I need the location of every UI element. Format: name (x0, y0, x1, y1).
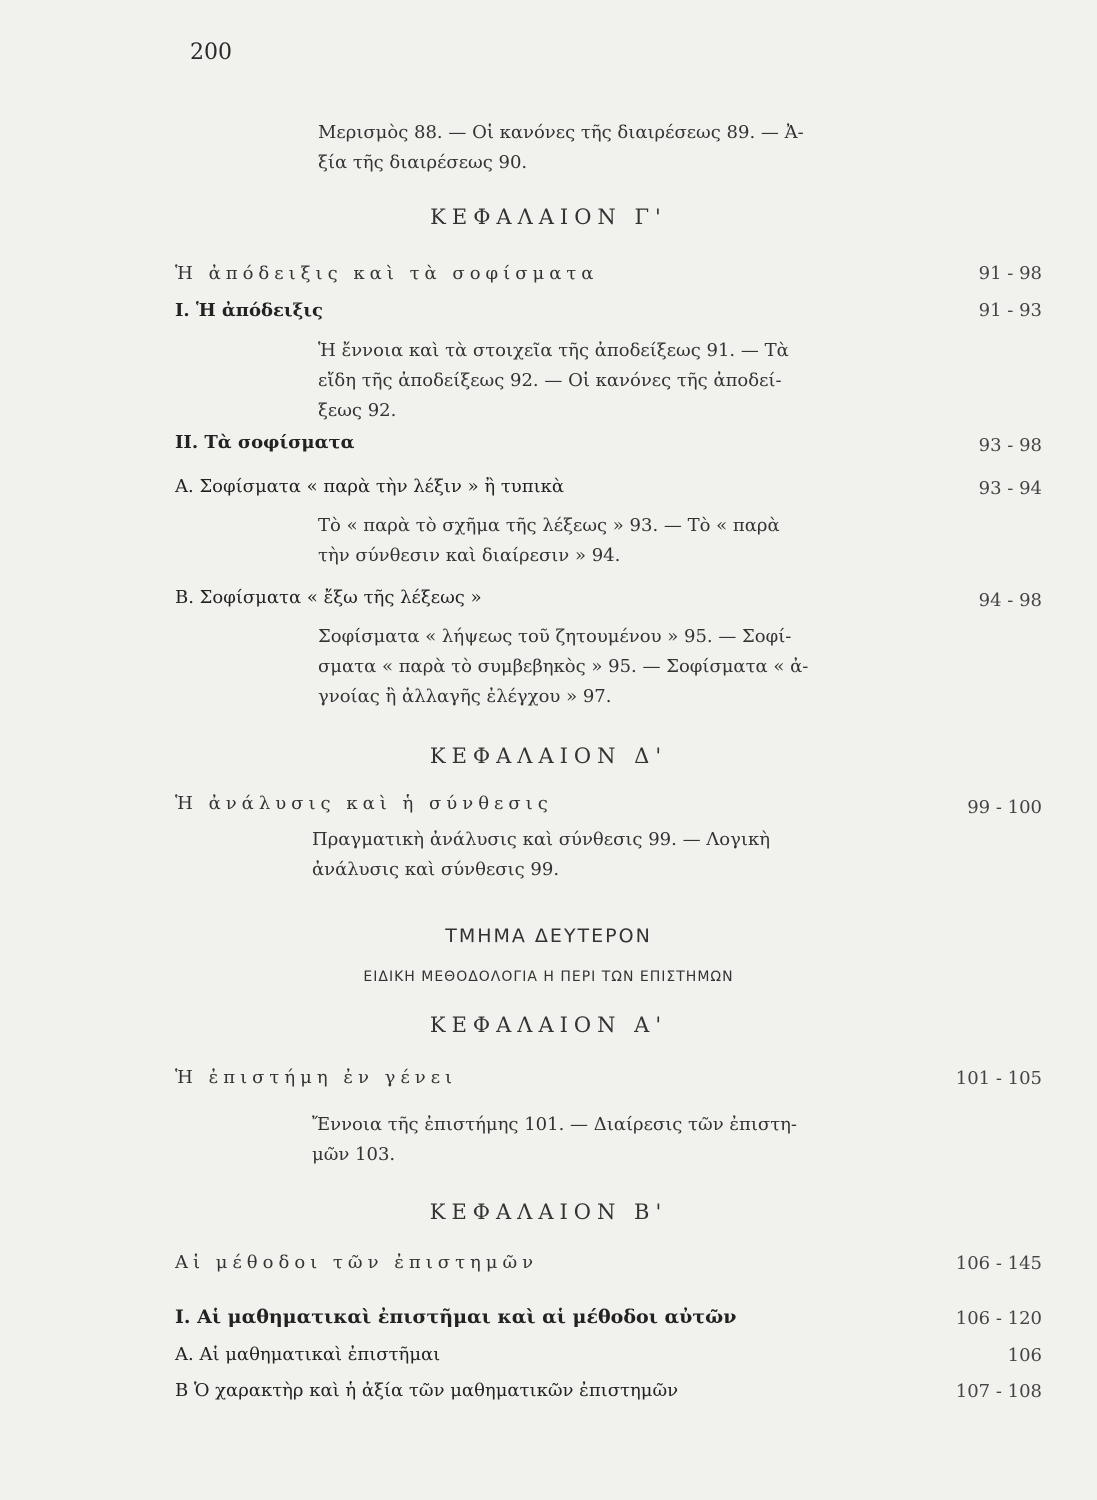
section-heading: II. Τὰ σοφίσματα (175, 432, 355, 453)
desc-line: Πραγματικὴ ἀνάλυσις καὶ σύνθεσις 99. — Λογικὴ (312, 829, 770, 850)
desc-line: μῶν 103. (312, 1144, 396, 1165)
desc-line: ξία τῆς διαιρέσεως 90. (318, 152, 528, 173)
subsection-heading: Α. Σοφίσματα « παρὰ τὴν λέξιν » ἢ τυπικὰ (175, 476, 565, 497)
desc-line: Τὸ « παρὰ τὸ σχῆμα τῆς λέξεως » 93. — Τὸ « παρὰ (318, 515, 780, 536)
section-heading: I. Ἡ ἀπόδειξις (175, 300, 323, 321)
intro-description (318, 118, 804, 178)
part-title: ΤΜΗΜΑ ΔΕΥΤΕΡΟΝ (445, 925, 652, 947)
desc-line: Ἡ ἔννοια καὶ τὰ στοιχεῖα τῆς ἀποδείξεως 91. — Τὰ (318, 340, 789, 361)
page-range: 101 - 105 (955, 1068, 1042, 1089)
subsection-description (318, 511, 780, 571)
desc-line: τὴν σύνθεσιν καὶ διαίρεσιν » 94. (318, 545, 621, 566)
subsection-description (318, 622, 808, 712)
page-range: 106 - 120 (955, 1308, 1042, 1329)
desc-line: σματα « παρὰ τὸ συμβεβηκὸς » 95. — Σοφίσματα « ἀ- (318, 656, 809, 677)
chapter-heading: Αἱ μέθοδοι τῶν ἐπιστημῶν (175, 1252, 539, 1273)
section-heading: I. Αἱ μαθηματικαὶ ἐπιστῆμαι καὶ αἱ μέθοδοι αὐτῶν (175, 1306, 737, 1328)
chapter-title: ΚΕΦΑΛΑΙΟΝ Γ' (430, 205, 667, 229)
chapter-description (312, 1110, 797, 1170)
page-range: 99 - 100 (967, 797, 1042, 818)
section-description (318, 336, 789, 426)
page-range: 107 - 108 (955, 1381, 1042, 1402)
chapter-heading: Ἡ ἀνάλυσις καὶ ἡ σύνθεσις (175, 793, 553, 814)
desc-line: Σοφίσματα « λήψεως τοῦ ζητουμένου » 95. — Σοφί- (318, 626, 792, 647)
chapter-heading: Ἡ ἀπόδειξις καὶ τὰ σοφίσματα (175, 263, 599, 284)
subsection-heading: Α. Αἱ μαθηματικαὶ ἐπιστῆμαι (175, 1344, 441, 1365)
chapter-title: ΚΕΦΑΛΑΙΟΝ Δ' (429, 744, 668, 768)
page-number: 200 (190, 40, 232, 65)
part-subtitle: ΕΙΔΙΚΗ ΜΕΘΟΔΟΛΟΓΙΑ Η ΠΕΡΙ ΤΩΝ ΕΠΙΣΤΗΜΩΝ (363, 969, 734, 985)
chapter-title: ΚΕΦΑΛΑΙΟΝ Β' (429, 1200, 668, 1224)
page-range: 93 - 98 (978, 435, 1042, 456)
page-range: 106 (1007, 1345, 1042, 1366)
chapter-title: ΚΕΦΑΛΑΙΟΝ Α' (429, 1013, 668, 1037)
desc-line: εἴδη τῆς ἀποδείξεως 92. — Οἱ κανόνες τῆς ἀποδεί- (318, 370, 782, 391)
subsection-heading: Β. Σοφίσματα « ἔξω τῆς λέξεως » (175, 587, 482, 608)
page-range: 93 - 94 (978, 478, 1042, 499)
desc-line: γνοίας ἢ ἀλλαγῆς ἐλέγχου » 97. (318, 686, 612, 707)
page-range: 91 - 98 (978, 263, 1042, 284)
desc-line: Ἔννοια τῆς ἐπιστήμης 101. — Διαίρεσις τῶν ἐπιστη- (312, 1114, 798, 1135)
desc-line: ἀνάλυσις καὶ σύνθεσις 99. (312, 859, 560, 880)
page-range: 94 - 98 (978, 590, 1042, 611)
desc-line: ξεως 92. (318, 400, 397, 421)
subsection-heading: Β Ὁ χαρακτὴρ καὶ ἡ ἀξία τῶν μαθηματικῶν ἐπιστημῶν (175, 1380, 679, 1401)
page-range: 91 - 93 (978, 300, 1042, 321)
desc-line: Μερισμὸς 88. — Οἱ κανόνες τῆς διαιρέσεως 89. — Ἀ- (318, 122, 804, 143)
chapter-heading: Ἡ ἐπιστήμη ἐν γένει (175, 1067, 458, 1088)
chapter-description (312, 825, 770, 885)
page-range: 106 - 145 (955, 1253, 1042, 1274)
